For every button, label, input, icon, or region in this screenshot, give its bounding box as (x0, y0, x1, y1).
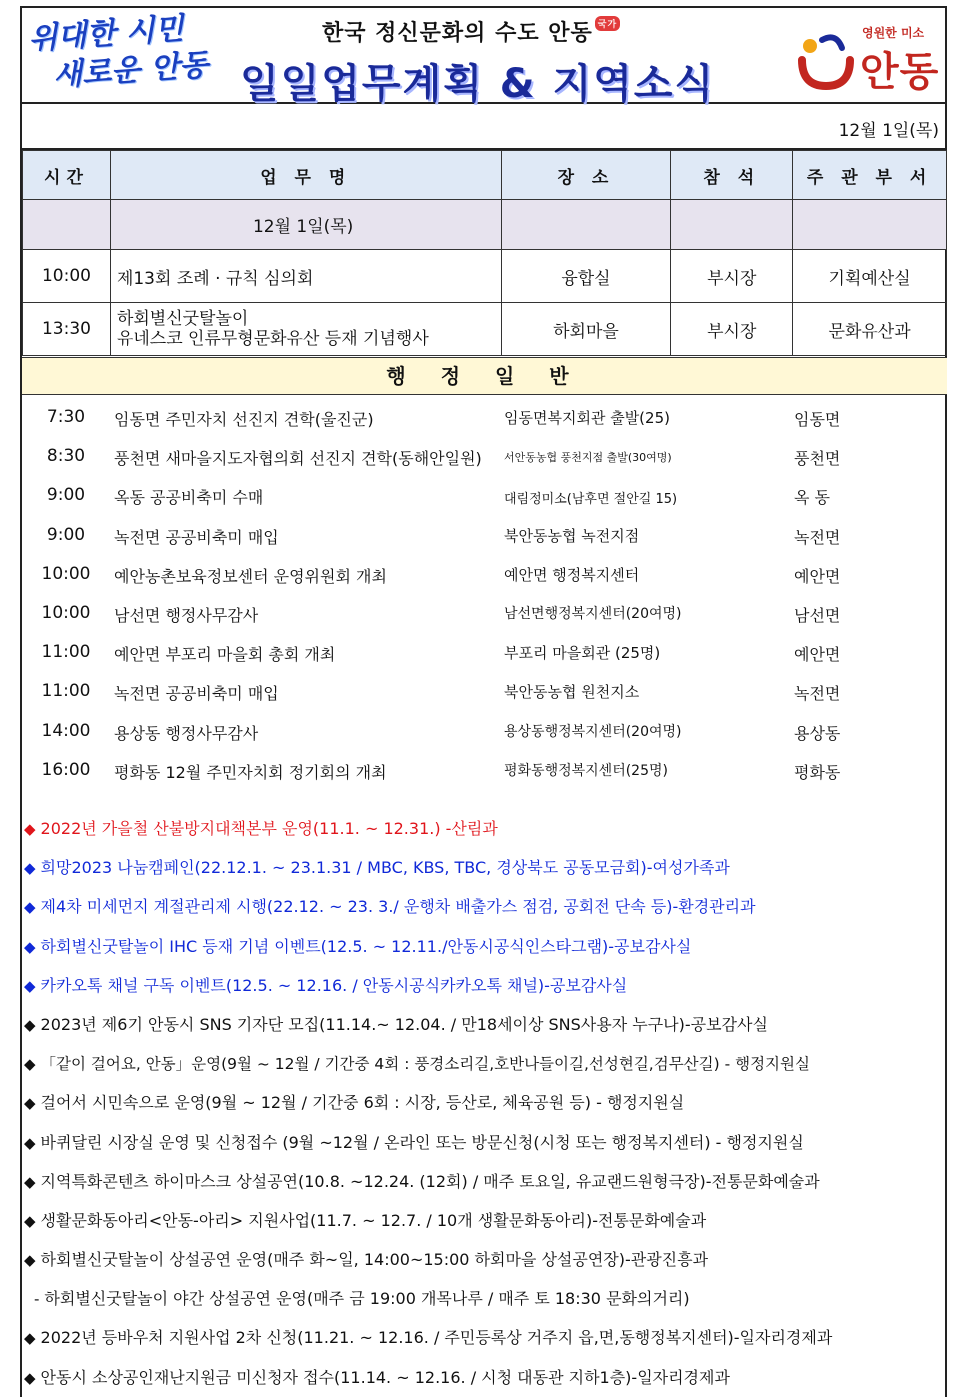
row-task-line-1: 하회별신굿탈놀이 (116, 309, 249, 329)
notice-item (24, 1206, 944, 1245)
list-item (22, 672, 947, 711)
notice-text: 지역특화콘텐츠 하이마스크 상설공연(10.8. ~12.24. (12회) / 매주 토요일, 유교랜드원형극장)-전통문화예술과 (40, 1171, 820, 1191)
item-dept: 풍천면 (794, 449, 841, 469)
diamond-bullet-icon: ◆ (24, 976, 36, 995)
list-item (22, 398, 947, 437)
notice-item (24, 1284, 944, 1323)
list-item (22, 751, 947, 790)
item-place: 용상동행정복지센터(20여명) (504, 723, 682, 740)
notice-text: 생활문화동아리<안동-아리> 지원사업(11.7. ~ 12.7. / 10개 생활문화동아리)-전통문화예술과 (40, 1210, 707, 1230)
slogan-line-2: 새로운 안동 (51, 47, 210, 94)
item-place: 평화동행정복지센터(25명) (504, 762, 668, 779)
row-task (110, 303, 501, 356)
row-dept: 기획예산실 (793, 250, 947, 303)
item-time: 9:00 (46, 485, 86, 506)
item-time: 10:00 (41, 602, 91, 623)
list-item (22, 516, 947, 555)
item-place: 예안면 행정복지센터 (504, 565, 640, 584)
list-item (22, 594, 947, 633)
item-dept: 예안면 (794, 566, 841, 586)
diamond-bullet-icon: ◆ (24, 1094, 36, 1113)
item-time: 8:30 (46, 446, 86, 467)
row-time: 10:00 (23, 250, 111, 303)
table-header-row (23, 151, 947, 200)
item-place: 대림정미소(남후면 절안길 15) (504, 492, 678, 508)
date-row (22, 104, 945, 150)
notice-text: 2022년 가을철 산불방지대책본부 운영(11.1. ~ 12.31.) -산림과 (40, 819, 498, 838)
list-item (22, 555, 947, 594)
diamond-bullet-icon: ◆ (24, 1329, 36, 1348)
list-item (22, 437, 947, 476)
item-time: 16:00 (41, 759, 91, 780)
diamond-bullet-icon: ◆ (24, 820, 36, 838)
col-header-dept: 주 관 부 서 (793, 151, 947, 200)
diamond-bullet-icon: ◆ (24, 898, 36, 917)
row-dept: 문화유산과 (793, 303, 947, 356)
notice-item (24, 814, 944, 853)
col-header-place: 장 소 (501, 151, 671, 200)
slogan-line-1: 위대한 시민 (27, 11, 185, 57)
row-place: 하회마을 (501, 303, 671, 356)
item-dept: 예안면 (794, 645, 841, 665)
notice-item (24, 971, 944, 1010)
list-item (22, 712, 947, 751)
item-task: 임동면 주민자치 선진지 견학(울진군) (114, 410, 374, 429)
diamond-bullet-icon: ◆ (24, 1015, 36, 1034)
diamond-bullet-icon: ◆ (24, 1055, 36, 1074)
notice-item (24, 1088, 944, 1127)
admin-list (22, 398, 947, 790)
diamond-bullet-icon: ◆ (24, 1133, 36, 1152)
subtitle-badge: 국가 (595, 16, 620, 31)
col-header-attendee: 참 석 (671, 151, 793, 200)
dash-bullet-icon: - (34, 1290, 40, 1309)
subtitle (322, 16, 620, 47)
diamond-bullet-icon: ◆ (24, 1251, 36, 1270)
item-dept: 남선면 (794, 605, 841, 625)
logo-slogan: 영원한 미소 (862, 26, 925, 40)
item-dept: 옥 동 (794, 488, 830, 508)
table-row (23, 250, 947, 303)
item-time: 10:00 (41, 563, 91, 584)
row-time: 13:30 (23, 303, 111, 356)
report-date: 12월 1일(목) (838, 121, 939, 141)
list-item (22, 476, 947, 515)
row-place: 융합실 (501, 250, 671, 303)
notice-item (24, 1010, 944, 1049)
item-dept: 용상동 (794, 723, 841, 743)
logo-name: 안동 (860, 49, 940, 95)
subtitle-text: 한국 정신문화의 수도 안동 (322, 21, 593, 46)
notice-text: 2022년 등바우처 지원사업 2차 신청(11.21. ~ 12.16. / 주민등록상 거주지 읍,면,동행정복지센터)-일자리경제과 (40, 1328, 833, 1348)
slogan-logo (27, 7, 232, 105)
notice-text: 「같이 걸어요, 안동」운영(9월 ~ 12월 / 기간중 4회 : 풍경소리길,호반나들이길,선성현길,검무산길) - 행정지원실 (40, 1055, 810, 1074)
item-time: 7:30 (46, 407, 86, 427)
notice-item (24, 1245, 944, 1284)
item-place: 서안동농협 풍천지점 출발(30여명) (504, 451, 672, 465)
notice-text: 희망2023 나눔캠페인(22.12.1. ~ 23.1.31 / MBC, KBS, TBC, 경상북도 공동모금회)-여성가족과 (40, 858, 730, 878)
diamond-bullet-icon: ◆ (24, 937, 36, 956)
notice-text: 카카오톡 채널 구독 이벤트(12.5. ~ 12.16. / 안동시공식카카오톡 채널)-공보감사실 (40, 975, 628, 995)
item-place: 남선면행정복지센터(20여명) (504, 605, 682, 622)
notice-item (24, 853, 944, 892)
item-place: 북안동농협 원천지소 (504, 683, 640, 702)
page-title: 일일업무계획 & 지역소식 (240, 61, 716, 107)
notice-text: 걸어서 시민속으로 운영(9월 ~ 12월 / 기간중 6회 : 시장, 등산로, 체육공원 등) - 행정지원실 (40, 1093, 685, 1113)
notice-text: 하회별신굿탈놀이 IHC 등재 기념 이벤트(12.5. ~ 12.11./안동시공식인스타그램)-공보감사실 (40, 936, 692, 956)
notice-text: 하회별신굿탈놀이 상설공연 운영(매주 화~일, 14:00~15:00 하회마을 상설공연장)-관광진흥과 (40, 1250, 709, 1270)
item-time: 11:00 (41, 681, 91, 702)
item-time: 11:00 (41, 642, 91, 663)
notice-item (24, 1167, 944, 1206)
row-attendee: 부시장 (671, 303, 793, 356)
col-header-task: 업 무 명 (110, 151, 501, 200)
notice-item (24, 932, 944, 971)
item-place: 부포리 마을회관 (25명) (504, 644, 661, 663)
schedule-table (22, 150, 947, 356)
notice-item (24, 892, 944, 931)
notice-item (24, 1323, 944, 1362)
table-date-label: 12월 1일(목) (110, 200, 501, 250)
andong-logo (792, 18, 942, 98)
item-place: 임동면복지회관 출발(25) (504, 409, 670, 427)
header (22, 8, 945, 107)
item-dept: 평화동 (794, 762, 841, 782)
item-task: 용상동 행정사무감사 (114, 723, 259, 743)
notice-list (24, 814, 944, 1397)
document-frame (20, 6, 947, 1397)
notice-item (24, 1363, 944, 1397)
item-dept: 녹전면 (794, 684, 841, 704)
item-task: 녹전면 공공비축미 매입 (114, 527, 279, 547)
item-time: 9:00 (46, 524, 86, 545)
notice-item (24, 1049, 944, 1088)
notice-item (24, 1128, 944, 1167)
notice-text: 안동시 소상공인재난지원금 미신청자 접수(11.14. ~ 12.16. / 시청 대동관 지하1층)-일자리경제과 (40, 1367, 730, 1387)
col-header-time: 시간 (23, 151, 111, 200)
smile-logo-icon (792, 26, 860, 94)
row-task-line-2: 유네스코 인류무형문화유산 등재 기념행사 (116, 329, 429, 349)
row-attendee: 부시장 (671, 250, 793, 303)
admin-section-title: 행 정 일 반 (22, 357, 947, 395)
table-row (23, 303, 947, 356)
item-task: 평화동 12월 주민자치회 정기회의 개최 (114, 762, 387, 782)
diamond-bullet-icon: ◆ (24, 1368, 36, 1387)
notice-text: 하회별신굿탈놀이 야간 상설공연 운영(매주 금 19:00 개목나루 / 매주 토 18:30 문화의거리) (44, 1289, 690, 1309)
table-date-row (23, 200, 947, 250)
notice-text: 바퀴달린 시장실 운영 및 신청접수 (9월 ~12월 / 온라인 또는 방문신청(시청 또는 행정복지센터) - 행정지원실 (40, 1132, 804, 1152)
item-task: 예안농촌보육정보센터 운영위원회 개최 (114, 566, 387, 586)
item-task: 풍천면 새마을지도자협의회 선진지 견학(동해안일원) (114, 449, 482, 469)
diamond-bullet-icon: ◆ (24, 1172, 36, 1191)
item-dept: 녹전면 (794, 527, 841, 547)
diamond-bullet-icon: ◆ (24, 859, 36, 878)
item-task: 남선면 행정사무감사 (114, 605, 259, 625)
item-time: 14:00 (41, 720, 91, 741)
item-place: 북안동농협 녹전지점 (504, 526, 640, 545)
item-task: 옥동 공공비축미 수매 (114, 488, 264, 508)
notice-text: 2023년 제6기 안동시 SNS 기자단 모집(11.14.~ 12.04. / 만18세이상 SNS사용자 누구나)-공보감사실 (40, 1014, 768, 1034)
list-item (22, 633, 947, 672)
item-dept: 임동면 (794, 410, 841, 429)
diamond-bullet-icon: ◆ (24, 1211, 36, 1230)
item-task: 녹전면 공공비축미 매입 (114, 684, 279, 704)
row-task: 제13회 조례 · 규칙 심의회 (110, 250, 501, 303)
notice-text: 제4차 미세먼지 계절관리제 시행(22.12. ~ 23. 3./ 운행차 배출가스 점검, 공회전 단속 등)-환경관리과 (40, 897, 756, 917)
item-task: 예안면 부포리 마을회 총회 개최 (114, 645, 336, 665)
